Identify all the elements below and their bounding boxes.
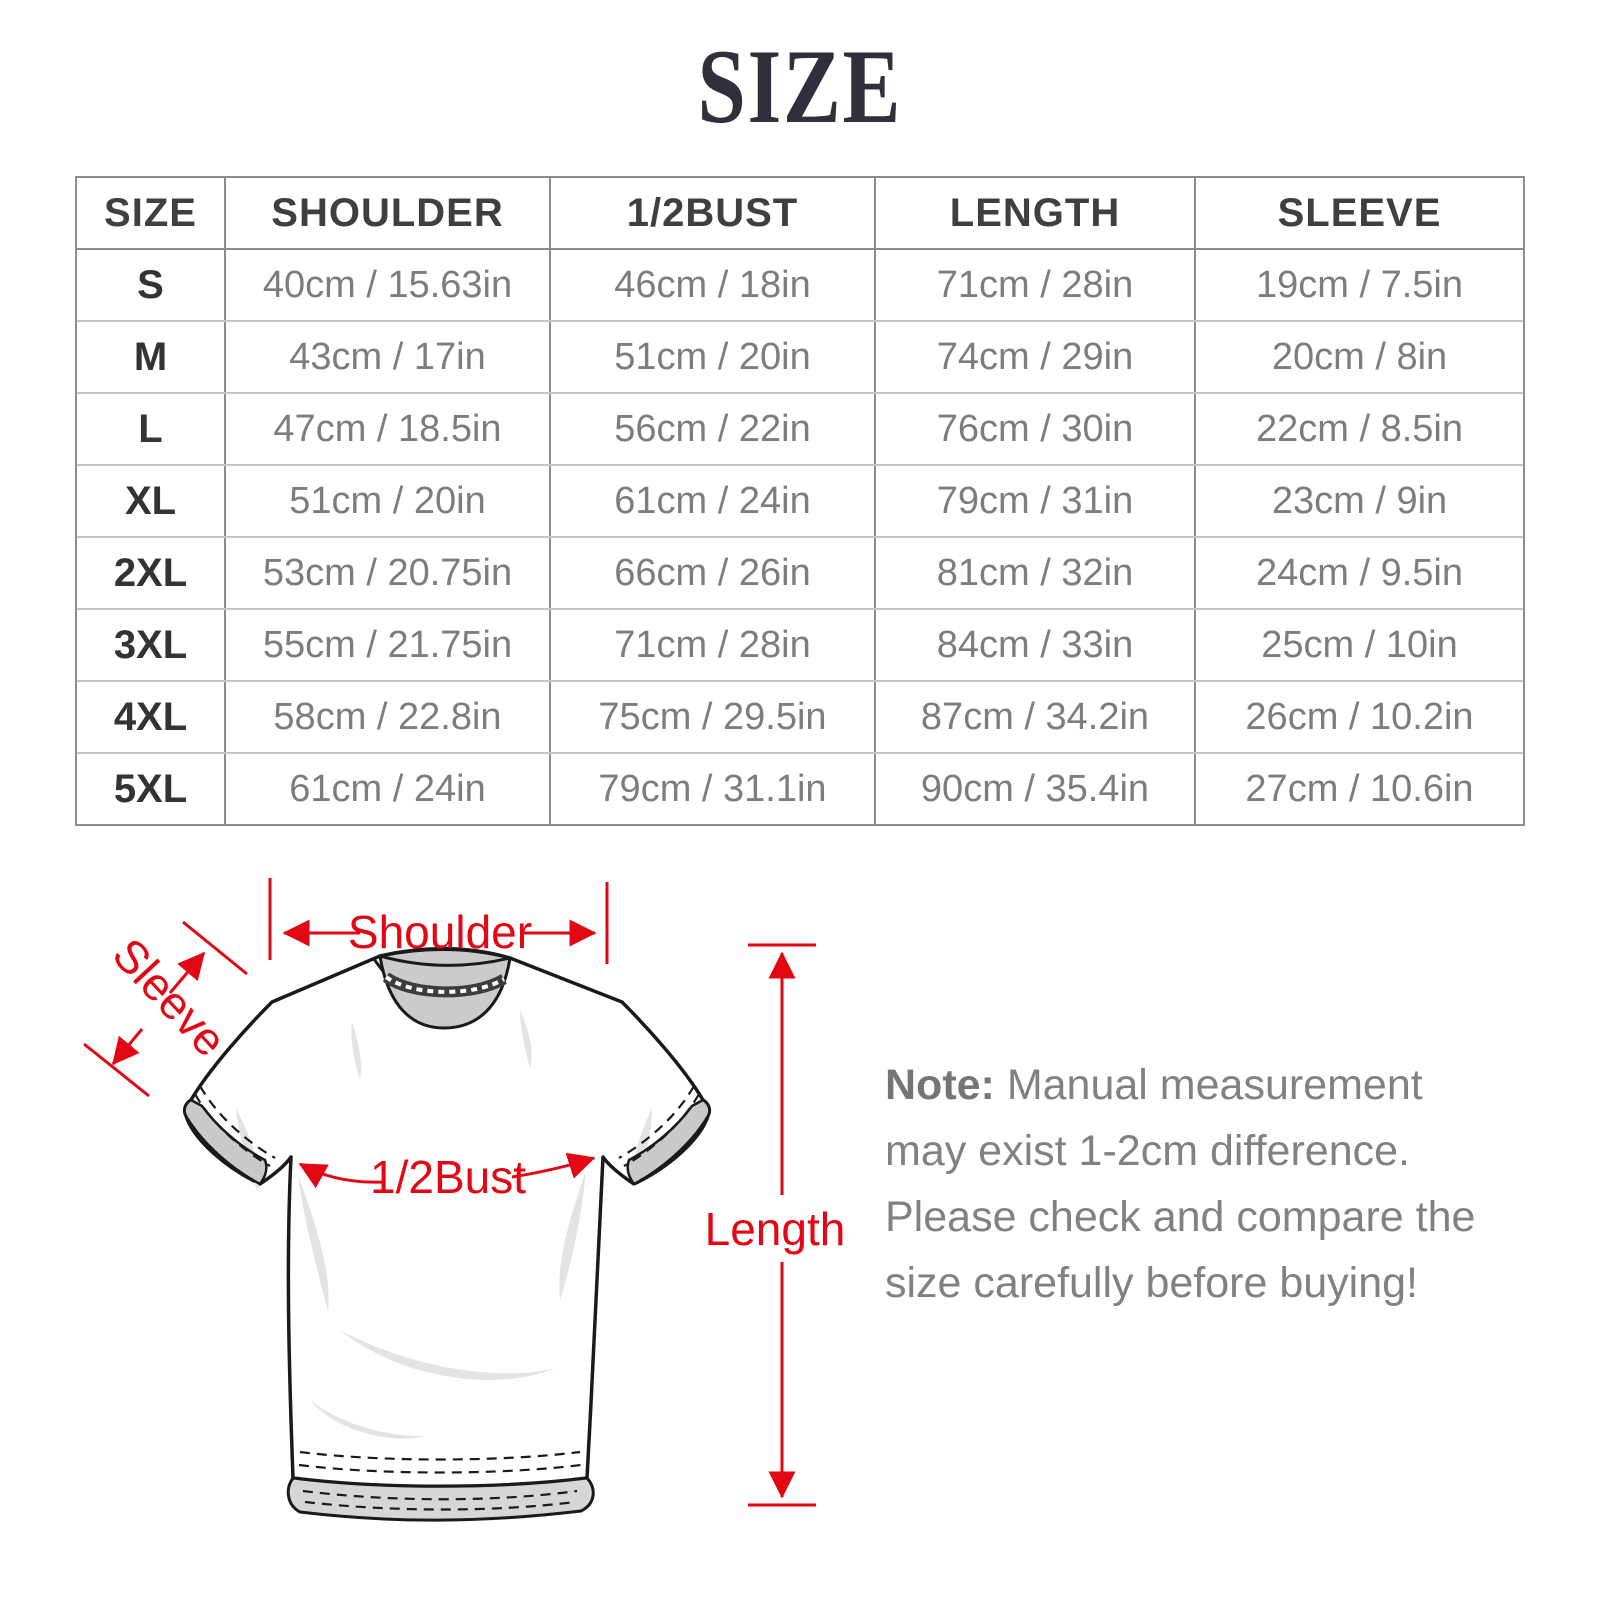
size-cell: 2XL	[113, 550, 188, 595]
size-cell: XL	[124, 478, 177, 523]
size-table	[75, 176, 1525, 826]
table-row-l	[77, 392, 1523, 464]
measurement-cell: 75cm / 29.5in	[549, 682, 874, 752]
measurement-cell: 61cm / 24in	[224, 754, 549, 824]
shoulder-label: Shoulder	[347, 906, 533, 958]
measurement-cell: 43cm / 17in	[224, 322, 549, 392]
length-label: Length	[704, 1203, 846, 1255]
measurement-cell: 51cm / 20in	[224, 466, 549, 536]
table-row-5xl	[77, 752, 1523, 824]
measurement-cell: 46cm / 18in	[549, 250, 874, 320]
measurement-cell: 71cm / 28in	[874, 250, 1194, 320]
measurement-cell: 87cm / 34.2in	[874, 682, 1194, 752]
measurement-cell: 51cm / 20in	[549, 322, 874, 392]
measurement-cell: 58cm / 22.8in	[224, 682, 549, 752]
size-cell: 4XL	[113, 694, 188, 739]
measurement-cell: 24cm / 9.5in	[1194, 538, 1523, 608]
measurement-cell: 56cm / 22in	[549, 394, 874, 464]
note-text	[885, 1052, 1497, 1316]
measurement-cell: 84cm / 33in	[874, 610, 1194, 680]
table-header-row	[77, 178, 1523, 250]
tshirt-measurement-diagram	[0, 840, 900, 1560]
size-cell: 3XL	[113, 622, 188, 667]
column-header-size: SIZE	[104, 190, 197, 235]
bust-label: 1/2Bust	[370, 1151, 526, 1203]
measurement-cell: 47cm / 18.5in	[224, 394, 549, 464]
measurement-cell: 27cm / 10.6in	[1194, 754, 1523, 824]
measurement-cell: 90cm / 35.4in	[874, 754, 1194, 824]
column-header-bust: 1/2BUST	[549, 178, 874, 248]
table-row-xl	[77, 464, 1523, 536]
measurement-cell: 19cm / 7.5in	[1194, 250, 1523, 320]
size-cell: S	[137, 262, 164, 307]
table-row-3xl	[77, 608, 1523, 680]
table-body	[77, 250, 1523, 824]
measurement-cell: 76cm / 30in	[874, 394, 1194, 464]
measurement-cell: 22cm / 8.5in	[1194, 394, 1523, 464]
column-header-shoulder: SHOULDER	[224, 178, 549, 248]
size-cell: 5XL	[113, 766, 188, 811]
table-row-s	[77, 250, 1523, 320]
measurement-cell: 55cm / 21.75in	[224, 610, 549, 680]
measurement-cell: 23cm / 9in	[1194, 466, 1523, 536]
measurement-cell: 81cm / 32in	[874, 538, 1194, 608]
measurement-cell: 71cm / 28in	[549, 610, 874, 680]
column-header-sleeve: SLEEVE	[1194, 178, 1523, 248]
column-header-length: LENGTH	[874, 178, 1194, 248]
measurement-cell: 74cm / 29in	[874, 322, 1194, 392]
measurement-cell: 79cm / 31in	[874, 466, 1194, 536]
page-title: SIZE	[697, 28, 903, 145]
measurement-cell: 26cm / 10.2in	[1194, 682, 1523, 752]
table-row-2xl	[77, 536, 1523, 608]
measurement-cell: 25cm / 10in	[1194, 610, 1523, 680]
note-prefix: Note:	[885, 1061, 995, 1109]
note-body: Manual measurement may exist 1-2cm difference. Please check and compare the size carefully before buying!	[885, 1061, 1476, 1307]
size-cell: L	[138, 406, 163, 451]
measurement-cell: 40cm / 15.63in	[224, 250, 549, 320]
table-row-4xl	[77, 680, 1523, 752]
sleeve-arrow-down	[113, 1029, 142, 1064]
table-row-m	[77, 320, 1523, 392]
measurement-cell: 79cm / 31.1in	[549, 754, 874, 824]
measurement-cell: 20cm / 8in	[1194, 322, 1523, 392]
measurement-cell: 61cm / 24in	[549, 466, 874, 536]
sleeve-tick-bottom	[84, 1044, 149, 1096]
measurement-cell: 66cm / 26in	[549, 538, 874, 608]
page-title-wrap	[0, 26, 1600, 148]
size-cell: M	[133, 334, 168, 379]
sleeve-label: Sleeve	[102, 927, 237, 1067]
measurement-cell: 53cm / 20.75in	[224, 538, 549, 608]
